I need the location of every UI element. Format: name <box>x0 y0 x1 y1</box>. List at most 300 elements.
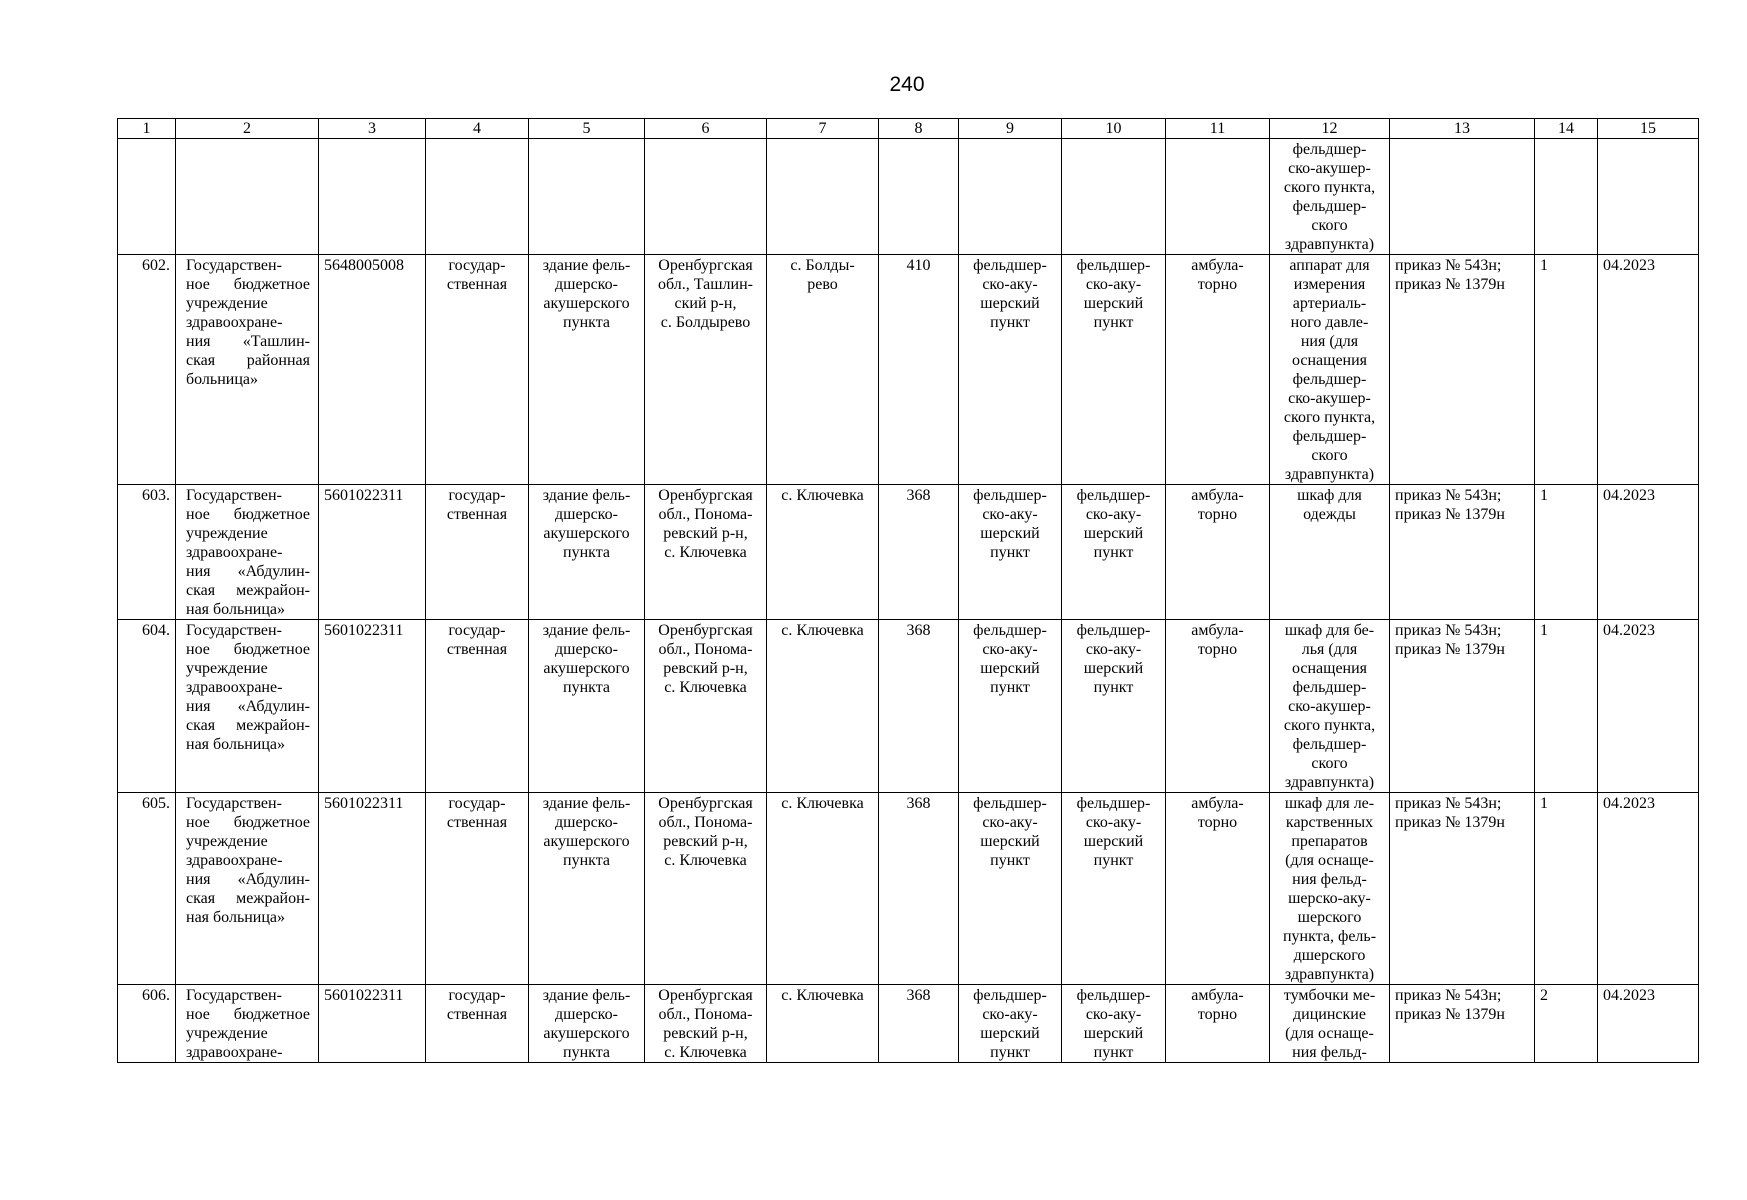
organization-name-line: ская межрайон- <box>186 717 310 734</box>
care-conditions-line: торно <box>1197 1006 1238 1023</box>
continuation-cell-12-line: здравпункта) <box>1284 236 1375 253</box>
address-line: ревский р-н, <box>663 525 748 542</box>
equipment-name-line: ния (для <box>1300 333 1359 350</box>
inn-code: 5601022311 <box>319 620 426 793</box>
address-line: обл., Понома- <box>658 1006 753 1023</box>
facility-type-planned-line: фельдшер- <box>1076 257 1151 274</box>
page-number: 240 <box>889 73 925 96</box>
equipment-name-line: фельдшер- <box>1292 428 1367 445</box>
address <box>645 620 767 793</box>
continuation-cell-9 <box>959 139 1062 255</box>
settlement-line: с. Ключевка <box>781 795 864 812</box>
continuation-cell-12-line: ского <box>1311 217 1348 234</box>
object-name-line: пункта <box>563 544 610 561</box>
quantity: 1 <box>1535 793 1598 985</box>
address-line: с. Ключевка <box>664 544 747 561</box>
organization-name-line: ное бюджетное <box>186 641 310 658</box>
facility-type <box>959 255 1062 485</box>
object-name-line: дшерско- <box>555 276 618 293</box>
organization-name-line: ное бюджетное <box>186 814 310 831</box>
facility-type <box>959 985 1062 1063</box>
settlement-line: с. Ключевка <box>781 987 864 1004</box>
population: 368 <box>879 793 959 985</box>
table-row <box>118 485 1699 620</box>
legal-basis-line: приказ № 1379н <box>1395 506 1505 523</box>
legal-basis-line: приказ № 543н; <box>1395 257 1502 274</box>
address-line: Оренбургская <box>658 487 753 504</box>
address-line: обл., Понома- <box>658 506 753 523</box>
facility-type-line: пункт <box>990 1044 1030 1061</box>
facility-type-line: фельдшер- <box>973 487 1047 504</box>
care-conditions-line: торно <box>1197 276 1238 293</box>
facility-type-line: пункт <box>990 679 1030 696</box>
organization-name-line: больница» <box>186 371 258 388</box>
facility-type-line: фельдшер- <box>973 987 1047 1004</box>
object-name-line: акушерского <box>543 295 630 312</box>
ownership-form-line: ственная <box>446 814 508 831</box>
equipment-name-line: аппарат для <box>1289 257 1370 274</box>
facility-type-line: шерский <box>980 833 1040 850</box>
equipment-name-line: шкаф для бе- <box>1284 622 1375 639</box>
equipment-name-line: ного давле- <box>1290 314 1369 331</box>
quantity: 2 <box>1535 985 1598 1063</box>
continuation-row <box>118 139 1699 255</box>
facility-type-line: ско-аку- <box>982 641 1038 658</box>
facility-type-line: пункт <box>990 314 1030 331</box>
equipment-name-line: (для оснаще- <box>1285 1025 1374 1042</box>
address-line: ревский р-н, <box>663 1025 748 1042</box>
equipment-name <box>1270 793 1390 985</box>
population: 368 <box>879 620 959 793</box>
equipment-name-line: артериаль- <box>1292 295 1367 312</box>
settlement <box>767 985 879 1063</box>
column-number-13: 13 <box>1390 119 1535 139</box>
inn-code: 5601022311 <box>319 485 426 620</box>
organization-name-line: здравоохране- <box>186 314 283 331</box>
organization-name-line: Государствен- <box>186 257 282 274</box>
settlement <box>767 793 879 985</box>
care-conditions <box>1166 485 1270 620</box>
care-conditions <box>1166 793 1270 985</box>
facility-type-line: шерский <box>980 1025 1040 1042</box>
legal-basis <box>1390 985 1535 1063</box>
legal-basis <box>1390 793 1535 985</box>
legal-basis-line: приказ № 543н; <box>1395 487 1502 504</box>
quantity: 1 <box>1535 255 1598 485</box>
continuation-cell-7 <box>767 139 879 255</box>
equipment-name-line: оснащения <box>1291 660 1368 677</box>
facility-type-planned <box>1062 620 1166 793</box>
organization-name-line: учреждение <box>186 833 268 850</box>
row-number: 605. <box>118 793 176 985</box>
address-line: с. Болдырево <box>660 314 751 331</box>
equipment-name-line: ского <box>1311 447 1348 464</box>
address-line: Оренбургская <box>658 257 753 274</box>
address-line: Оренбургская <box>658 987 753 1004</box>
object-name-line: дшерско- <box>555 641 618 658</box>
continuation-cell-2 <box>176 139 319 255</box>
equipment-name-line: ско-акушер- <box>1288 698 1371 715</box>
equipment-name-line: ского пункта, <box>1283 409 1376 426</box>
object-name-line: дшерско- <box>555 506 618 523</box>
organization-name-line: ная больница» <box>186 909 286 926</box>
continuation-cell-1 <box>118 139 176 255</box>
deadline-date: 04.2023 <box>1598 985 1699 1063</box>
column-number-11: 11 <box>1166 119 1270 139</box>
equipment-name <box>1270 985 1390 1063</box>
continuation-cell-15 <box>1598 139 1699 255</box>
column-number-4: 4 <box>426 119 529 139</box>
facility-type-line: фельдшер- <box>973 257 1047 274</box>
equipment-name-line: ского пункта, <box>1283 717 1376 734</box>
equipment-name-line: ния фельд- <box>1292 1044 1367 1061</box>
deadline-date: 04.2023 <box>1598 255 1699 485</box>
object-name-line: дшерско- <box>555 814 618 831</box>
address-line: с. Ключевка <box>664 852 747 869</box>
organization-name-line: здравоохране- <box>186 1044 283 1061</box>
population: 368 <box>879 485 959 620</box>
organization-name-line: ная больница» <box>186 601 286 618</box>
column-number-10: 10 <box>1062 119 1166 139</box>
care-conditions-line: амбула- <box>1191 622 1244 639</box>
facility-type-planned-line: фельдшер- <box>1076 987 1151 1004</box>
facility-type-planned-line: пункт <box>1093 852 1134 869</box>
row-number: 603. <box>118 485 176 620</box>
organization-name-line: ное бюджетное <box>186 276 310 293</box>
address-line: Оренбургская <box>658 622 753 639</box>
ownership-form <box>426 255 529 485</box>
care-conditions-line: амбула- <box>1191 257 1244 274</box>
facility-type-planned <box>1062 255 1166 485</box>
facility-type-planned-line: шерский <box>1083 660 1144 677</box>
settlement-line: с. Ключевка <box>781 622 864 639</box>
equipment-name-line: здравпункта) <box>1284 774 1375 791</box>
column-number-7: 7 <box>767 119 879 139</box>
organization-name <box>176 793 319 985</box>
table-row <box>118 793 1699 985</box>
facility-type-line: пункт <box>990 544 1030 561</box>
equipment-name-line: оснащения <box>1291 352 1368 369</box>
organization-name-line: Государствен- <box>186 987 282 1004</box>
organization-name <box>176 485 319 620</box>
facility-type-planned <box>1062 793 1166 985</box>
facility-type-planned-line: шерский <box>1083 295 1144 312</box>
address-line: с. Ключевка <box>664 1044 747 1061</box>
continuation-cell-5 <box>529 139 645 255</box>
facility-type-planned <box>1062 485 1166 620</box>
address-line: обл., Понома- <box>658 814 753 831</box>
object-name-line: пункта <box>563 314 610 331</box>
address <box>645 485 767 620</box>
organization-name-line: ния «Абдулин- <box>186 563 310 580</box>
organization-name-line: здравоохране- <box>186 852 283 869</box>
equipment-name-line: ско-акушер- <box>1288 390 1371 407</box>
care-conditions-line: амбула- <box>1191 795 1244 812</box>
facility-type-planned-line: ско-аку- <box>1085 506 1142 523</box>
facility-type-line: ско-аку- <box>982 276 1038 293</box>
row-number: 604. <box>118 620 176 793</box>
ownership-form-line: ственная <box>446 1006 508 1023</box>
facility-type <box>959 793 1062 985</box>
care-conditions-line: торно <box>1197 814 1238 831</box>
care-conditions-line: торно <box>1197 641 1238 658</box>
continuation-cell-12 <box>1270 139 1390 255</box>
organization-name-line: учреждение <box>186 660 268 677</box>
facility-type-planned-line: шерский <box>1083 525 1144 542</box>
legal-basis-line: приказ № 1379н <box>1395 641 1505 658</box>
column-number-3: 3 <box>319 119 426 139</box>
continuation-cell-13 <box>1390 139 1535 255</box>
continuation-cell-8 <box>879 139 959 255</box>
organization-name-line: здравоохране- <box>186 544 283 561</box>
table-row <box>118 985 1699 1063</box>
facility-type-planned-line: пункт <box>1093 1044 1134 1061</box>
equipment-name-line: лья (для <box>1301 641 1358 658</box>
column-number-8: 8 <box>879 119 959 139</box>
equipment-name-line: (для оснаще- <box>1285 852 1374 869</box>
equipment-name-line: шкаф для <box>1297 487 1362 504</box>
column-number-row <box>118 119 1699 139</box>
equipment-name <box>1270 620 1390 793</box>
facility-type-planned-line: фельдшер- <box>1076 487 1151 504</box>
equipment-name-line: одежды <box>1303 506 1356 523</box>
inn-code: 5601022311 <box>319 793 426 985</box>
legal-basis <box>1390 255 1535 485</box>
equipment-name-line: ского <box>1311 755 1348 772</box>
ownership-form-line: ственная <box>446 276 508 293</box>
organization-name-line: ния «Абдулин- <box>186 871 310 888</box>
equipment-name-line: карственных <box>1285 814 1374 831</box>
object-name <box>529 793 645 985</box>
facility-type-line: шерский <box>980 295 1040 312</box>
facility-type-planned-line: шерский <box>1083 833 1144 850</box>
care-conditions <box>1166 985 1270 1063</box>
object-name-line: здание фель- <box>542 487 631 504</box>
ownership-form-line: государ- <box>448 795 506 812</box>
organization-name-line: ния «Ташлин- <box>186 333 310 350</box>
address-line: Оренбургская <box>658 795 753 812</box>
care-conditions <box>1166 255 1270 485</box>
equipment-name-line: здравпункта) <box>1284 966 1375 983</box>
column-number-6: 6 <box>645 119 767 139</box>
equipment-name-line: фельдшер- <box>1292 679 1367 696</box>
legal-basis-line: приказ № 543н; <box>1395 622 1502 639</box>
inn-code: 5601022311 <box>319 985 426 1063</box>
quantity: 1 <box>1535 620 1598 793</box>
continuation-cell-12-line: ского пункта, <box>1283 179 1376 196</box>
facility-type-planned-line: ско-аку- <box>1085 276 1142 293</box>
continuation-cell-12-line: фельдшер- <box>1292 198 1367 215</box>
facility-type-planned <box>1062 985 1166 1063</box>
object-name-line: здание фель- <box>542 622 631 639</box>
equipment-name-line: препаратов <box>1291 833 1368 850</box>
column-number-5: 5 <box>529 119 645 139</box>
address <box>645 255 767 485</box>
equipment-name-line: дшерского <box>1293 947 1366 964</box>
legal-basis-line: приказ № 543н; <box>1395 795 1502 812</box>
facility-type-line: шерский <box>980 660 1040 677</box>
column-number-12: 12 <box>1270 119 1390 139</box>
address-line: обл., Понома- <box>658 641 753 658</box>
continuation-cell-4 <box>426 139 529 255</box>
address-line: обл., Ташлин- <box>658 276 753 293</box>
ownership-form-line: государ- <box>448 257 506 274</box>
deadline-date: 04.2023 <box>1598 485 1699 620</box>
facility-type-planned-line: фельдшер- <box>1076 622 1151 639</box>
ownership-form-line: ственная <box>446 506 508 523</box>
population: 368 <box>879 985 959 1063</box>
care-conditions <box>1166 620 1270 793</box>
continuation-cell-6 <box>645 139 767 255</box>
legal-basis-line: приказ № 543н; <box>1395 987 1502 1004</box>
equipment-name-line: ния фельд- <box>1292 871 1367 888</box>
register-table <box>117 118 1699 1063</box>
equipment-name-line: дицинские <box>1293 1006 1366 1023</box>
continuation-cell-10 <box>1062 139 1166 255</box>
equipment-name <box>1270 255 1390 485</box>
object-name-line: акушерского <box>543 1025 630 1042</box>
address <box>645 793 767 985</box>
inn-code: 5648005008 <box>319 255 426 485</box>
ownership-form-line: государ- <box>448 987 506 1004</box>
equipment-name-line: тумбочки ме- <box>1283 987 1376 1004</box>
organization-name-line: ская межрайон- <box>186 582 310 599</box>
equipment-name-line: измерения <box>1293 276 1366 293</box>
legal-basis-line: приказ № 1379н <box>1395 814 1505 831</box>
object-name <box>529 620 645 793</box>
object-name-line: пункта <box>563 1044 610 1061</box>
settlement <box>767 485 879 620</box>
facility-type-planned-line: ско-аку- <box>1085 1006 1142 1023</box>
organization-name-line: ное бюджетное <box>186 1006 310 1023</box>
care-conditions-line: амбула- <box>1191 487 1244 504</box>
continuation-cell-11 <box>1166 139 1270 255</box>
continuation-cell-12-line: фельдшер- <box>1292 141 1367 158</box>
facility-type-line: пункт <box>990 852 1030 869</box>
equipment-name-line: шерского <box>1297 909 1362 926</box>
object-name-line: здание фель- <box>542 987 631 1004</box>
ownership-form <box>426 485 529 620</box>
settlement-line: с. Ключевка <box>781 487 864 504</box>
facility-type-planned-line: фельдшер- <box>1076 795 1151 812</box>
table-row <box>118 255 1699 485</box>
facility-type-planned-line: ско-аку- <box>1085 641 1142 658</box>
organization-name-line: ская районная <box>186 352 310 369</box>
object-name <box>529 985 645 1063</box>
facility-type-planned-line: пункт <box>1093 314 1134 331</box>
settlement-line: с. Болды- <box>790 257 855 274</box>
equipment-name <box>1270 485 1390 620</box>
organization-name <box>176 255 319 485</box>
facility-type-planned-line: ско-аку- <box>1085 814 1142 831</box>
deadline-date: 04.2023 <box>1598 620 1699 793</box>
equipment-name-line: фельдшер- <box>1292 371 1367 388</box>
ownership-form-line: ственная <box>446 641 508 658</box>
object-name-line: дшерско- <box>555 1006 618 1023</box>
address-line: с. Ключевка <box>664 679 747 696</box>
legal-basis <box>1390 620 1535 793</box>
equipment-name-line: пункта, фель- <box>1282 928 1377 945</box>
ownership-form <box>426 620 529 793</box>
ownership-form-line: государ- <box>448 622 506 639</box>
legal-basis-line: приказ № 1379н <box>1395 276 1505 293</box>
facility-type-planned-line: шерский <box>1083 1025 1144 1042</box>
organization-name-line: Государствен- <box>186 795 282 812</box>
organization-name-line: учреждение <box>186 295 268 312</box>
settlement <box>767 255 879 485</box>
continuation-cell-3 <box>319 139 426 255</box>
deadline-date: 04.2023 <box>1598 793 1699 985</box>
facility-type-planned-line: пункт <box>1093 679 1134 696</box>
facility-type-line: ско-аку- <box>982 1006 1038 1023</box>
organization-name-line: здравоохране- <box>186 679 283 696</box>
equipment-name-line: шерско-аку- <box>1288 890 1371 907</box>
organization-name-line: учреждение <box>186 1025 268 1042</box>
facility-type-line: ско-аку- <box>982 506 1038 523</box>
address-line: ревский р-н, <box>663 660 748 677</box>
facility-type-line: фельдшер- <box>973 795 1047 812</box>
organization-name-line: Государствен- <box>186 622 282 639</box>
continuation-cell-14 <box>1535 139 1598 255</box>
object-name-line: акушерского <box>543 833 630 850</box>
settlement-line: рево <box>807 276 838 293</box>
column-number-14: 14 <box>1535 119 1598 139</box>
settlement <box>767 620 879 793</box>
care-conditions-line: амбула- <box>1191 987 1244 1004</box>
continuation-cell-12-line: ско-акушер- <box>1288 160 1371 177</box>
facility-type-line: фельдшер- <box>973 622 1047 639</box>
facility-type <box>959 485 1062 620</box>
equipment-name-line: здравпункта) <box>1284 466 1375 483</box>
object-name-line: здание фель- <box>542 257 631 274</box>
ownership-form-line: государ- <box>448 487 506 504</box>
quantity: 1 <box>1535 485 1598 620</box>
address <box>645 985 767 1063</box>
organization-name-line: учреждение <box>186 525 268 542</box>
column-number-1: 1 <box>118 119 176 139</box>
facility-type-line: шерский <box>980 525 1040 542</box>
object-name-line: здание фель- <box>542 795 631 812</box>
facility-type-planned-line: пункт <box>1093 544 1134 561</box>
row-number: 606. <box>118 985 176 1063</box>
organization-name <box>176 620 319 793</box>
ownership-form <box>426 793 529 985</box>
address-line: ский р-н, <box>674 295 737 312</box>
ownership-form <box>426 985 529 1063</box>
equipment-name-line: фельдшер- <box>1292 736 1367 753</box>
legal-basis-line: приказ № 1379н <box>1395 1006 1505 1023</box>
table-row <box>118 620 1699 793</box>
column-number-2: 2 <box>176 119 319 139</box>
organization-name-line: ное бюджетное <box>186 506 310 523</box>
address-line: ревский р-н, <box>663 833 748 850</box>
organization-name-line: ния «Абдулин- <box>186 698 310 715</box>
organization-name-line: ная больница» <box>186 736 286 753</box>
facility-type <box>959 620 1062 793</box>
legal-basis <box>1390 485 1535 620</box>
facility-type-line: ско-аку- <box>982 814 1038 831</box>
organization-name <box>176 985 319 1063</box>
care-conditions-line: торно <box>1197 506 1238 523</box>
row-number: 602. <box>118 255 176 485</box>
object-name-line: акушерского <box>543 660 630 677</box>
object-name-line: пункта <box>563 679 610 696</box>
population: 410 <box>879 255 959 485</box>
organization-name-line: Государствен- <box>186 487 282 504</box>
object-name-line: пункта <box>563 852 610 869</box>
object-name <box>529 255 645 485</box>
organization-name-line: ская межрайон- <box>186 890 310 907</box>
